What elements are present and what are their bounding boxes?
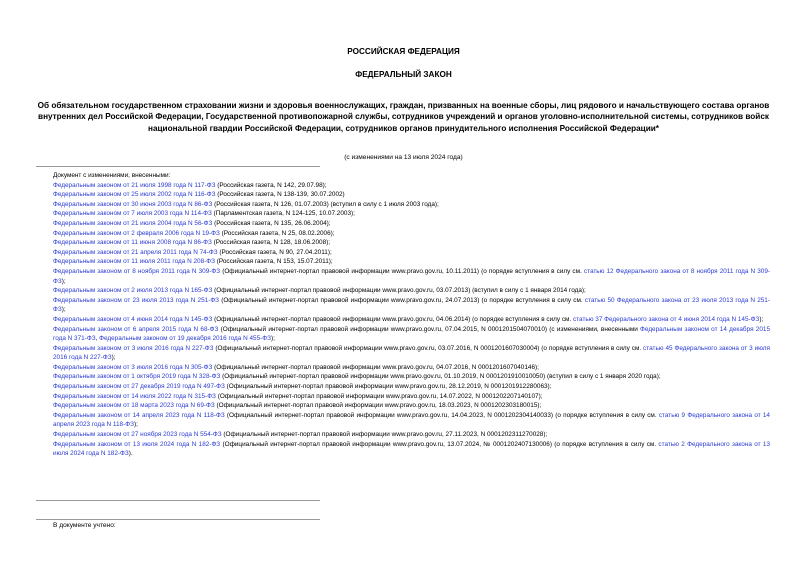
amendment-item: [37, 238, 770, 248]
law-link[interactable]: Федеральным законом от 27 ноября 2023 года N 554-ФЗ: [53, 431, 222, 439]
amendment-text: (Российская газета, N 153, 15.07.2011);: [214, 258, 333, 266]
amendment-text: (Официальный интернет-портал правовой информации www.pravo.gov.ru, 03.07.2013) (вступил в силу с 1 января 2014 года);: [212, 287, 586, 295]
lower-rule: [36, 519, 320, 520]
law-link[interactable]: Федеральным законом от 2 июля 2013 года N 165-ФЗ: [53, 287, 213, 295]
amendment-item: [37, 190, 770, 200]
law-link[interactable]: Федеральным законом от 21 июля 1998 года N 117-ФЗ: [53, 181, 216, 189]
amendment-text: (Официальный интернет-портал правовой информации www.pravo.gov.ru, 07.04.2015, N 0001201504070010) (с изменениями, внесенными: [218, 325, 641, 333]
amendment-item: [37, 257, 770, 267]
law-link[interactable]: Федеральным законом от 14 декабря 2015 года N 371-ФЗ: [53, 325, 771, 343]
amendment-item: [37, 430, 770, 440]
law-link[interactable]: Федеральным законом от 14 апреля 2023 года N 118-ФЗ: [53, 411, 225, 419]
amendment-item: [37, 363, 770, 373]
amendment-text: );: [111, 354, 116, 362]
amendments-items: [37, 181, 770, 459]
amendment-text: (Официальный интернет-портал правовой информации www.pravo.gov.ru, 04.07.2016, N 0001201607040146);: [212, 363, 539, 371]
country-heading: РОССИЙСКАЯ ФЕДЕРАЦИЯ: [347, 47, 460, 56]
amendment-text: ,: [95, 335, 100, 343]
law-link[interactable]: статью 50 Федерального закона от 23 июля 2013 года N 251-ФЗ: [53, 296, 770, 314]
amendment-text: (Официальный интернет-портал правовой информации www.pravo.gov.ru, 14.04.2023, N 0001202304140033) (о порядке вступления в силу см.: [224, 411, 659, 419]
amendment-item: [37, 219, 770, 229]
law-link[interactable]: Федеральным законом от 1 октября 2019 года N 328-ФЗ: [53, 373, 221, 381]
law-link[interactable]: Федеральным законом от 6 апреля 2015 года N 68-ФЗ: [53, 325, 219, 333]
amendment-item: [37, 209, 770, 219]
law-link[interactable]: Федеральным законом от 2 февраля 2006 года N 19-ФЗ: [53, 229, 220, 237]
amendment-text: (Официальный интернет-портал правовой информации www.pravo.gov.ru, 13.07.2024, № 0001202407130006) (о порядке вступления в силу см.: [220, 440, 659, 448]
law-link[interactable]: Федеральным законом от 27 декабря 2019 года N 497-ФЗ: [53, 383, 225, 391]
law-link[interactable]: Федеральным законом от 19 декабря 2016 года N 455-ФЗ: [99, 335, 272, 343]
law-link[interactable]: Федеральным законом от 11 июня 2008 года N 86-ФЗ: [53, 239, 212, 247]
amendment-item: [37, 181, 770, 191]
amendment-text: (Официальный интернет-портал правовой информации www.pravo.gov.ru, 10.11.2011) (о порядке вступления в силу см.: [220, 267, 584, 275]
amendment-text: (Официальный интернет-портал правовой информации www.pravo.gov.ru, 24.07.2013) (о порядке вступления в силу см.: [219, 296, 585, 304]
amendment-text: (Российская газета, N 126, 01.07.2003) (вступил в силу с 1 июля 2003 года);: [212, 200, 439, 208]
amendment-text: );: [271, 335, 275, 343]
amendment-text: (Официальный интернет-портал правовой информации www.pravo.gov.ru, 18.03.2023, N 0001202303180015);: [214, 402, 542, 410]
footer-label: В документе учтено:: [53, 522, 116, 529]
amendment-text: );: [133, 421, 138, 429]
law-type-heading: ФЕДЕРАЛЬНЫЙ ЗАКОН: [355, 70, 452, 79]
amendment-item: [37, 392, 770, 402]
law-link[interactable]: Федеральным законом от 4 июня 2014 года N 145-ФЗ: [53, 315, 213, 323]
law-link[interactable]: Федеральным законом от 25 июля 2002 года N 116-ФЗ: [53, 191, 216, 199]
law-link[interactable]: Федеральным законом от 21 июля 2004 года N 56-ФЗ: [53, 219, 213, 227]
amendment-item: [37, 344, 770, 363]
amendment-text: (Официальный интернет-портал правовой информации www.pravo.gov.ru, 03.07.2016, N 0001201607030004) (о порядке вступления в силу см.: [213, 344, 644, 352]
amendment-item: [37, 325, 770, 344]
amendment-text: );: [61, 306, 66, 314]
amendment-text: (Российская газета, N 142, 29.07.98);: [215, 181, 327, 189]
amendment-item: [37, 401, 770, 411]
amendment-text: (Официальный интернет-портал правовой информации www.pravo.gov.ru, 01.10.2019, N 0001201910010050) (вступил в силу с 1 января 2020 года);: [220, 373, 661, 381]
amendment-item: [37, 229, 770, 239]
amendment-text: (Российская газета, N 90, 27.04.2011);: [217, 248, 332, 256]
law-link[interactable]: Федеральным законом от 8 ноября 2011 года N 309-ФЗ: [53, 267, 221, 275]
amendment-item: [37, 411, 770, 430]
amendment-item: [37, 382, 770, 392]
amendment-item: [37, 267, 770, 286]
amendment-text: (Российская газета, N 25, 08.02.2006);: [219, 229, 335, 237]
law-link[interactable]: Федеральным законом от 11 июля 2011 года N 208-ФЗ: [53, 258, 215, 266]
amendment-text: (Российская газета, N 128, 18.06.2008);: [211, 239, 331, 247]
law-link[interactable]: статью 9 Федерального закона от 14 апреля 2023 года N 118-ФЗ: [53, 411, 770, 429]
amendment-text: ).: [128, 450, 133, 458]
middle-rule: [36, 500, 320, 501]
amendment-text: (Официальный интернет-портал правовой информации www.pravo.gov.ru, 04.06.2014) (о порядке вступления в силу см.: [212, 315, 573, 323]
law-link[interactable]: Федеральным законом от 23 июля 2013 года N 251-ФЗ: [53, 296, 220, 304]
amendment-text: (Российская газета, N 138-139, 30.07.2002): [215, 191, 345, 199]
amendment-item: [37, 286, 770, 296]
amendments-heading: Документ с изменениями, внесенными:: [53, 172, 171, 179]
amendment-text: (Российская газета, N 135, 26.06.2004);: [212, 219, 331, 227]
amendment-item: [37, 248, 770, 258]
amendment-text: (Официальный интернет-портал правовой информации www.pravo.gov.ru, 28.12.2019, N 0001201912280063);: [224, 383, 552, 391]
law-link[interactable]: Федеральным законом от 14 июля 2022 года N 315-ФЗ: [53, 392, 216, 400]
law-link[interactable]: статью 37 Федерального закона от 4 июня 2014 года N 145-ФЗ: [572, 315, 760, 323]
law-link[interactable]: Федеральным законом от 13 июля 2024 года N 182-ФЗ: [53, 440, 221, 448]
amendment-item: [37, 440, 770, 459]
law-link[interactable]: Федеральным законом от 3 июля 2016 года N 227-ФЗ: [53, 344, 214, 352]
amendment-item: [37, 372, 770, 382]
amendment-text: (Официальный интернет-портал правовой информации www.pravo.gov.ru, 14.07.2022, N 0001202207140107);: [215, 392, 543, 400]
amendment-text: );: [759, 315, 764, 323]
amendment-text: (Парламентская газета, N 124-125, 10.07.2003);: [211, 210, 355, 218]
law-link[interactable]: статью 2 Федерального закона от 13 июля 2024 года N 182-ФЗ: [53, 440, 770, 458]
edition-note: (с изменениями на 13 июля 2024 года): [344, 154, 463, 161]
law-link[interactable]: Федеральным законом от 18 марта 2023 года N 69-ФЗ: [53, 402, 215, 410]
amendment-text: );: [61, 277, 66, 285]
law-link[interactable]: Федеральным законом от 21 апреля 2011 года N 74-ФЗ: [53, 248, 218, 256]
law-link[interactable]: Федеральным законом от 3 июля 2016 года N 305-ФЗ: [53, 363, 213, 371]
amendment-item: [37, 200, 770, 210]
law-link[interactable]: Федеральным законом от 7 июля 2003 года N 114-ФЗ: [53, 210, 212, 218]
law-link[interactable]: статью 12 Федерального закона от 8 ноября 2011 года N 309-ФЗ: [53, 267, 770, 285]
document-title: Об обязательном государственном страховании жизни и здоровья военнослужащих, граждан, призванных на военные сборы, лиц рядового и начальствующего состава органов внутренних дел Российской Федерации, Государственной противопожарной службы, сотрудников учреждений и органов уголовно-исполнительной системы, сотрудников войск национальной гвардии Российской Федерации, сотрудников органов принудительного исполнения Российской Федерации*: [37, 101, 770, 133]
amendment-item: [37, 315, 770, 325]
amendment-item: [37, 296, 770, 315]
amendment-text: (Официальный интернет-портал правовой информации www.pravo.gov.ru, 27.11.2023, N 0001202311270028);: [221, 431, 548, 439]
law-link[interactable]: статью 45 Федерального закона от 3 июля 2016 года N 227-ФЗ: [53, 344, 771, 362]
top-rule: [36, 166, 320, 167]
amendments-list: [37, 171, 770, 459]
law-link[interactable]: Федеральным законом от 30 июня 2003 года N 86-ФЗ: [53, 200, 213, 208]
